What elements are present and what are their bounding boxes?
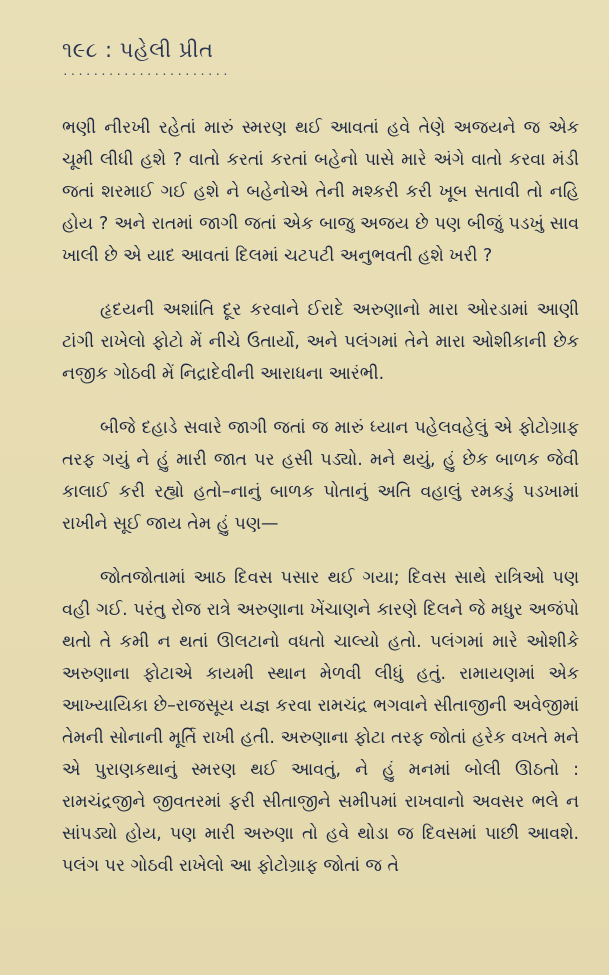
paragraph-4: જોતજોતામાં આઠ દિવસ પસાર થઈ ગયા; દિવસ સાથે રાત્રિઓ પણ વહી ગઈ. પરંતુ રોજ રાત્રે અરુણાના ખેંચાણને કારણે દિલને જે મધુર અજંપો થતો તે કમી ન થતાં ઊલટાનો વધતો ચાલ્યો હતો. પલંગમાં મારે ઓશીકે અરુણાના ફોટાએ કાયમી સ્થાન મેળવી લીધું હતું. રામાયણમાં એક આખ્યાયિકા છે–રાજસૂય યજ્ઞ કરવા રામચંદ્ર ભગવાને સીતાજીની અવેજીમાં તેમની સોનાની મૂર્તિ રાખી હતી. અરુણાના ફોટા તરફ જોતાં હરેક વખતે મને એ પુરાણકથાનું સ્મરણ થઈ આવતું, ને હું મનમાં બોલી ઊઠતો : રામચંદ્રજીને જીવતરમાં ફરી સીતાજીને સમીપમાં રાખવાનો અવસર ભલે ન સાંપડ્યો હોય, પણ મારી અરુણા તો હવે થોડા જ દિવસમાં પાછી આવશે. પલંગ પર ગોઠવી રાખેલો આ ફોટોગ્રાફ જોતાં જ તે xyxy=(62,568,579,876)
page-body xyxy=(62,112,579,882)
paragraph-3: બીજે દહાડે સવારે જાગી જતાં જ મારું ધ્યાન પહેલવહેલું એ ફોટોગ્રાફ તરફ ગયું ને હું મારી જાત પર હસી પડ્યો. મને થયું, હું છેક બાળક જેવી કાલાઈ કરી રહ્યો હતો–નાનું બાળક પોતાનું અતિ વહાલું રમકડું પડખામાં રાખીને સૂઈ જાય તેમ હું પણ— xyxy=(62,418,579,534)
header-dotted-rule: ...................... xyxy=(62,65,230,78)
running-head: ૧૯૮ : પહેલી પ્રીત xyxy=(62,38,214,62)
page-header xyxy=(62,38,579,78)
paragraph-2: હૃદયની અશાંતિ દૂર કરવાને ઈરાદે અરુણાનો મારા ઓરડામાં આણી ટાંગી રાખેલો ફોટો મેં નીચે ઉતાર્યો, અને પલંગમાં તેને મારા ઓશીકાની છેક નજીક ગોઠવી મેં નિદ્રાદેવીની આરાધના આરંભી. xyxy=(62,300,579,384)
paragraph-1: ભણી નીરખી રહેતાં મારું સ્મરણ થઈ આવતાં હવે તેણે અજયને જ એક ચૂમી લીધી હશે ? વાતો કરતાં કરતાં બહેનો પાસે મારે અંગે વાતો કરવા મંડી જતાં શરમાઈ ગઈ હશે ને બહેનોએ તેની મશ્કરી કરી ખૂબ સતાવી તો નહિ હોય ? અને રાતમાં જાગી જતાં એક બાજુ અજય છે પણ બીજું પડખું સાવ ખાલી છે એ યાદ આવતાં દિલમાં ચટપટી અનુભવતી હશે ખરી ? xyxy=(62,118,579,266)
